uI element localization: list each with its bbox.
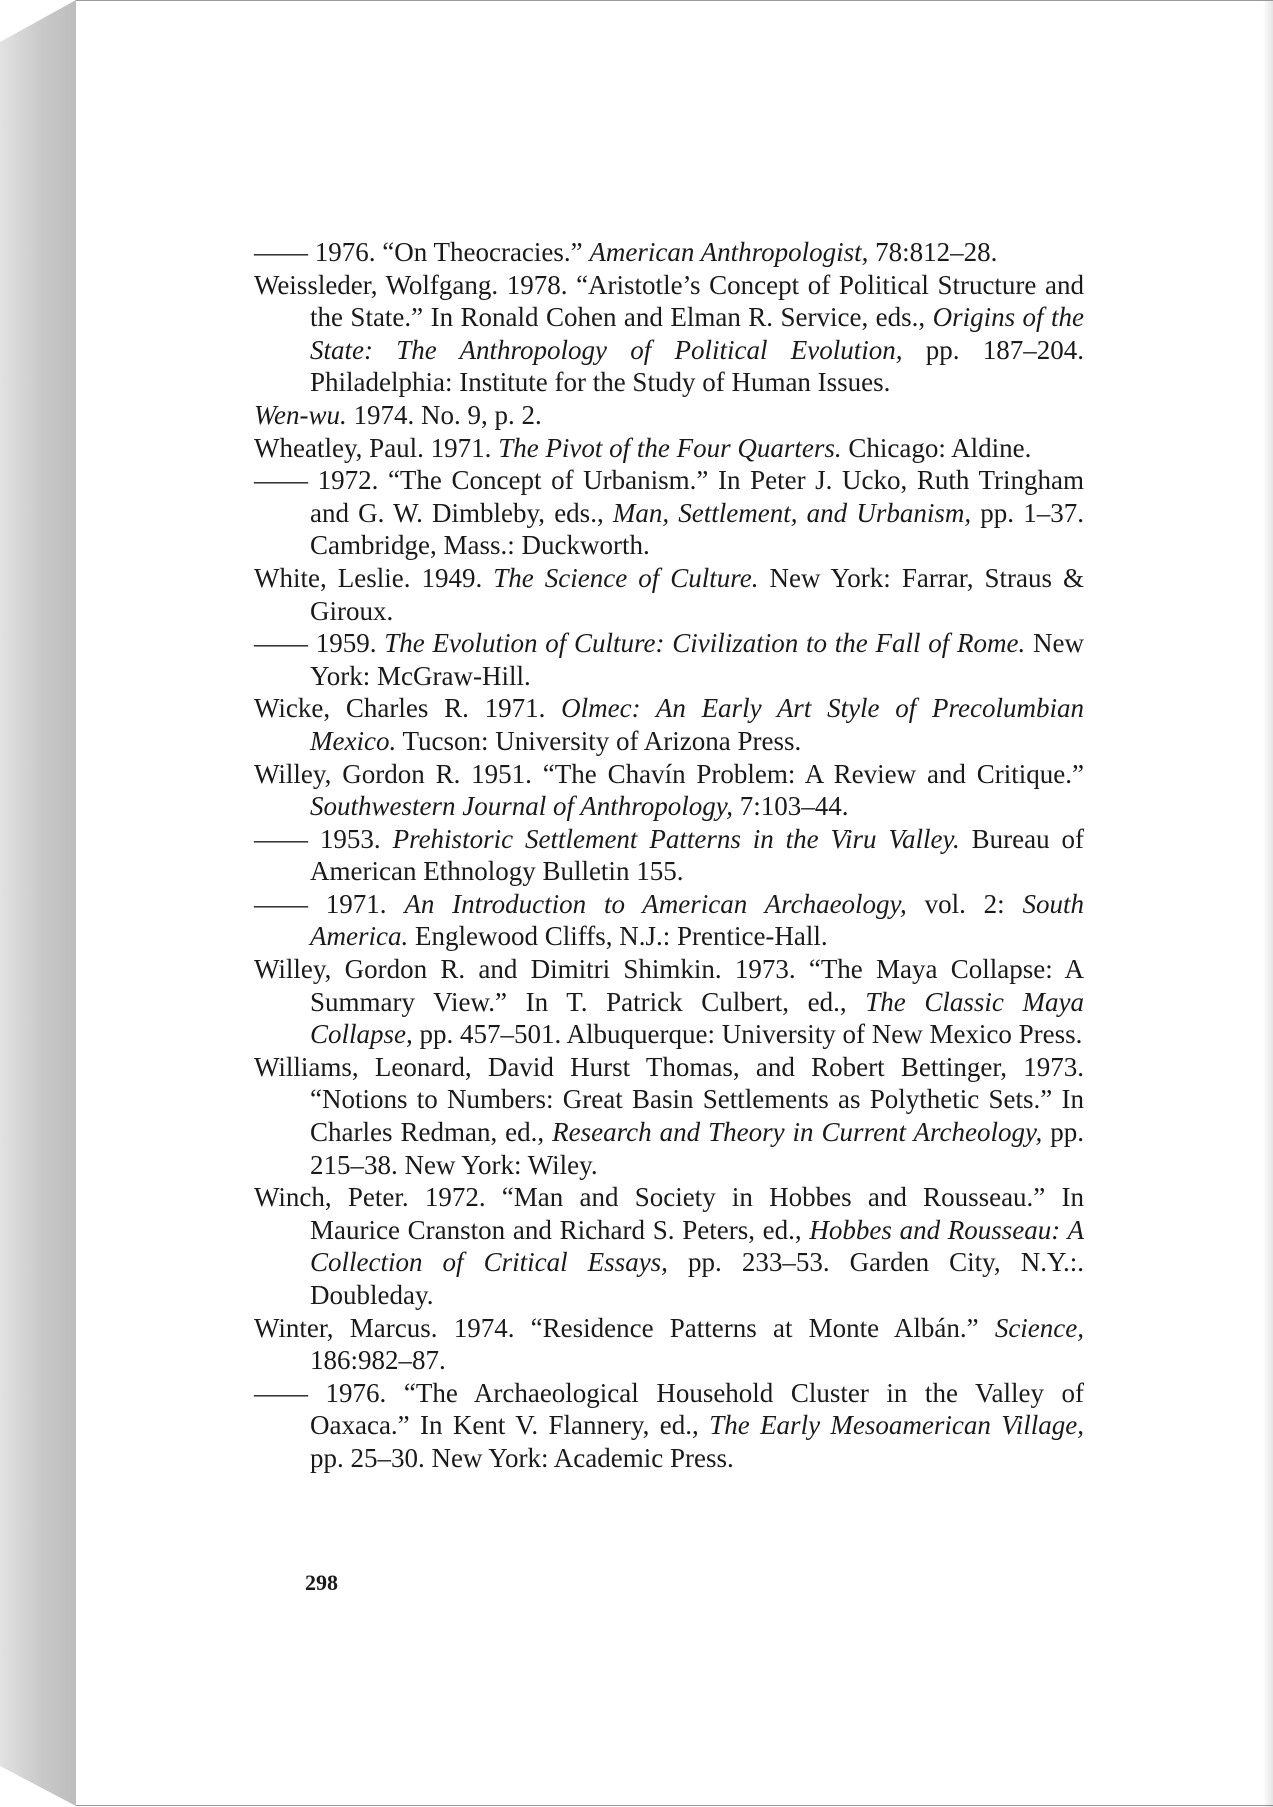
book-spine [0, 0, 77, 1806]
reference-text: —— 1976. “On Theocracies.” [254, 237, 590, 267]
reference-entry [254, 464, 1084, 562]
reference-title: Research and Theory in Current Archeology, [552, 1117, 1043, 1148]
reference-entry [254, 1377, 1084, 1475]
reference-text: Winch, Peter. 1972. “Man and Society in Hobbes and Rousseau.” In Maurice Cranston and Richard S. Peters, ed., [254, 1182, 1084, 1245]
reference-text: —— 1972. “The Concept of Urbanism.” In Peter J. Ucko, Ruth Tringham and G. W. Dimbleby, eds., [254, 465, 1084, 528]
reference-text: Chicago: Aldine. [841, 432, 1032, 463]
reference-title: Man, Settlement, and Urbanism, [612, 497, 972, 528]
reference-text: Wheatley, Paul. 1971. [254, 432, 499, 463]
reference-text: Weissleder, Wolfgang. 1978. “Aristotle’s Concept of Political Structure and the State.” In Ronald Cohen and Elman R. Service, eds., [254, 269, 1084, 333]
reference-title: The Pivot of the Four Quarters. [498, 432, 842, 463]
reference-text: New York: McGraw-Hill. [310, 628, 1085, 691]
reference-text: vol. 2: [906, 888, 1023, 919]
reference-text: Willey, Gordon R. 1951. “The Chavín Problem: A Review and Critique.” [254, 758, 1084, 789]
reference-text: pp. 457–501. Albuquerque: University of New Mexico Press. [412, 1019, 1083, 1050]
reference-text: Wicke, Charles R. 1971. [254, 693, 562, 724]
reference-text: pp. 215–38. New York: Wiley. [310, 1117, 1084, 1180]
reference-entry [254, 236, 1084, 269]
reference-text: 1974. No. 9, p. 2. [346, 399, 542, 430]
reference-entry [254, 562, 1084, 627]
reference-title: The Early Mesoamerican Village, [709, 1410, 1085, 1441]
reference-text: 78:812–28. [868, 237, 998, 267]
reference-text: —— 1959. [254, 628, 385, 659]
reference-text: —— 1976. “The Archaeological Household Cluster in the Valley of Oaxaca.” In Kent V. Flannery, ed., [254, 1377, 1084, 1441]
reference-entry [254, 692, 1084, 757]
reference-entry [254, 399, 1084, 432]
reference-text: 7:103–44. [733, 791, 849, 822]
reference-title: Prehistoric Settlement Patterns in the Viru Valley. [392, 823, 960, 854]
page-edge-shadow [1263, 1, 1273, 1807]
reference-text: pp. 233–53. Garden City, N.Y.:. Doubleday. [310, 1247, 1084, 1310]
bibliography-list [254, 236, 1084, 1475]
reference-text: pp. 25–30. New York: Academic Press. [310, 1442, 734, 1473]
reference-entry [254, 758, 1084, 823]
reference-text: New York: Farrar, Straus & Giroux. [310, 562, 1084, 626]
reference-text: Bureau of American Ethnology Bulletin 155. [310, 823, 1085, 887]
reference-entry [254, 1051, 1084, 1181]
reference-entry [254, 1181, 1084, 1311]
reference-text: Tucson: University of Arizona Press. [396, 725, 802, 756]
page-number: 298 [305, 1570, 338, 1595]
reference-title: American Anthropologist, [589, 237, 869, 267]
reference-text: Willey, Gordon R. and Dimitri Shimkin. 1973. “The Maya Collapse: A Summary View.” In T. Patrick Culbert, ed., [254, 954, 1084, 1017]
reference-title: The Evolution of Culture: Civilization to the Fall of Rome. [384, 628, 1026, 659]
reference-title: Olmec: An Early Art Style of Precolumbian Mexico. [310, 693, 1085, 756]
reference-text: —— 1953. [254, 823, 393, 854]
reference-text: —— 1971. [254, 888, 405, 919]
reference-entry [254, 1312, 1084, 1377]
reference-text: Winter, Marcus. 1974. “Residence Patterns at Monte Albán.” [254, 1312, 995, 1343]
reference-entry [254, 888, 1084, 953]
reference-entry [254, 627, 1084, 692]
reference-text: White, Leslie. 1949. [254, 562, 494, 593]
reference-text: pp. 1–37. Cambridge, Mass.: Duckworth. [310, 497, 1084, 561]
reference-title: An Introduction to American Archaeology, [404, 888, 907, 919]
reference-title: South America. [310, 888, 1084, 952]
reference-title: The Classic Maya Collapse, [310, 986, 1084, 1050]
reference-entry [254, 823, 1084, 888]
reference-text: Englewood Cliffs, N.J.: Prentice-Hall. [408, 921, 828, 952]
reference-title: Origins of the State: The Anthropology of Political Evolution, [310, 302, 1084, 365]
reference-text: Williams, Leonard, David Hurst Thomas, and Robert Bettinger, 1973. “Notions to Numbers: Great Basin Settlements as Polythetic Sets.” In Charles Redman, ed., [254, 1051, 1084, 1148]
reference-text: pp. 187–204. Philadelphia: Institute for the Study of Human Issues. [310, 334, 1084, 398]
reference-title: Southwestern Journal of Anthropology, [310, 791, 733, 822]
reference-entry [254, 269, 1084, 399]
reference-title: Wen-wu. [254, 399, 347, 430]
reference-title: Science, [994, 1312, 1084, 1343]
reference-title: The Science of Culture. [493, 562, 759, 593]
reference-entry [254, 432, 1084, 465]
reference-title: Hobbes and Rousseau: A Collection of Critical Essays, [310, 1214, 1084, 1278]
reference-entry [254, 953, 1084, 1051]
reference-text: 186:982–87. [310, 1345, 446, 1376]
